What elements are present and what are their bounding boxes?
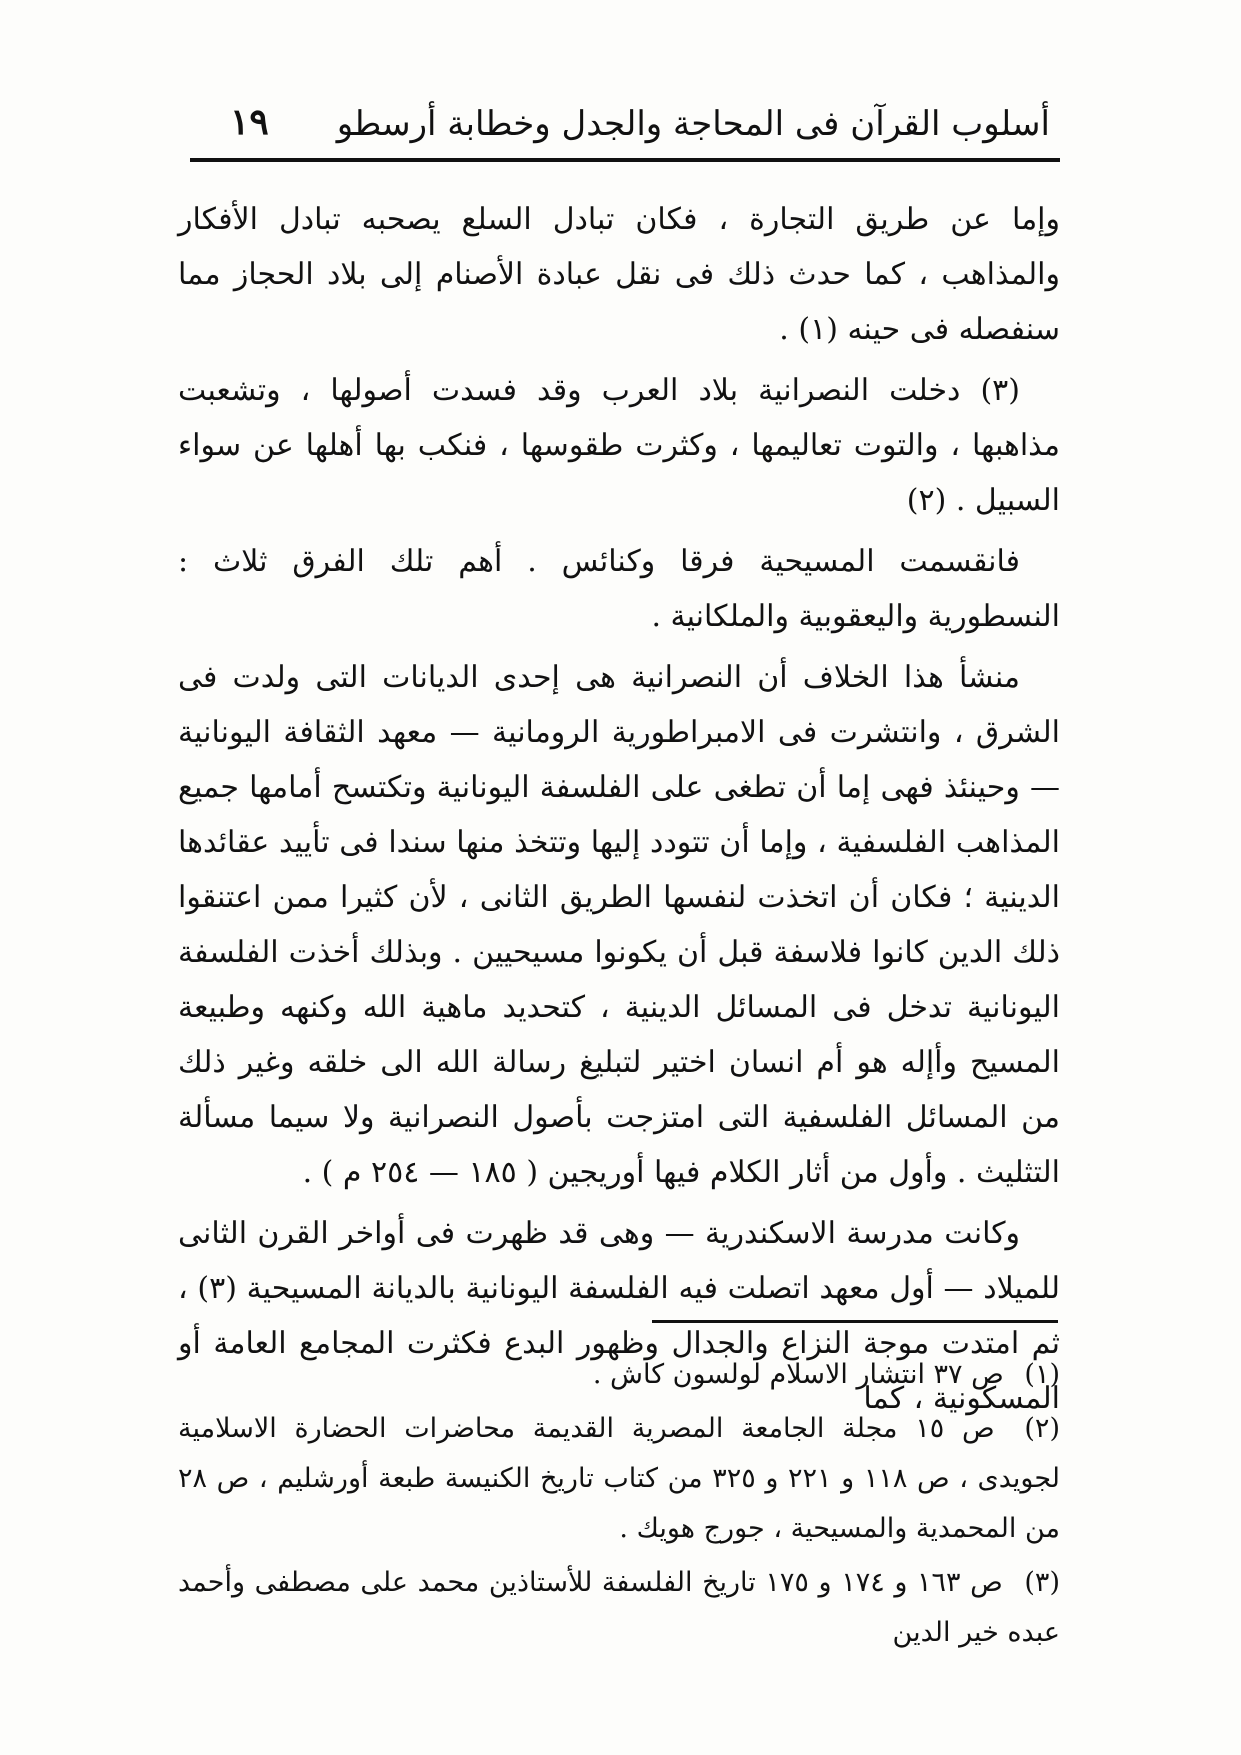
- footnote-number: (٣): [1024, 1567, 1060, 1598]
- footnote-text: ص ١٦٣ و ١٧٤ و ١٧٥ تاريخ الفلسفة للأستاذين محمد على مصطفى وأحمد عبده خير الدين: [178, 1567, 1060, 1648]
- paragraph-4: منشأ هذا الخلاف أن النصرانية هى إحدى الديانات التى ولدت فى الشرق ، وانتشرت فى الامبراطورية الرومانية — معهد الثقافة اليونانية — وحينئذ فهى إما أن تطغى على الفلسفة اليونانية وتكتسح أمامها جميع المذاهب الفلسفية ، وإما أن تتودد إليها وتتخذ منها سندا فى تأييد عقائدها الدينية ؛ فكان أن اتخذت لنفسها الطريق الثانى ، لأن كثيرا ممن اعتنقوا ذلك الدين كانوا فلاسفة قبل أن يكونوا مسيحيين . وبذلك أخذت الفلسفة اليونانية تدخل فى المسائل الدينية ، كتحديد ماهية الله وكنهه وطبيعة المسيح وأإله هو أم انسان اختير لتبليغ رسالة الله الى خلقه وغير ذلك من المسائل الفلسفية التى امتزجت بأصول النصرانية ولا سيما مسألة التثليث . وأول من أثار الكلام فيها أوريجين ( ١٨٥ — ٢٥٤ م ) .: [178, 660, 1060, 1190]
- body-text: [178, 192, 1060, 1432]
- footnote-text: ص ١٥ مجلة الجامعة المصرية القديمة محاضرات الحضارة الاسلامية لجويدى ، ص ١١٨ و ٢٢١ و ٣٢٥ من كتاب تاريخ الكنيسة طبعة أورشليم ، ص ٢٨ من المحمدية والمسيحية ، جورج هويك .: [178, 1413, 1060, 1544]
- footnote-1: [178, 1350, 1060, 1400]
- paragraph-1: وإما عن طريق التجارة ، فكان تبادل السلع يصحبه تبادل الأفكار والمذاهب ، كما حدث ذلك فى نقل عبادة الأصنام إلى بلاد الحجاز مما سنفصله فى حينه (١) .: [178, 202, 1060, 347]
- footnotes: [178, 1350, 1060, 1662]
- footnote-number: (٢): [1024, 1413, 1060, 1444]
- running-title: أسلوب القرآن فى المحاجة والجدل وخطابة أرسطو: [336, 104, 1050, 144]
- footnote-3: [178, 1558, 1060, 1658]
- footnote-2: [178, 1404, 1060, 1554]
- footnote-number: (١): [1024, 1359, 1060, 1390]
- paragraph-5: وكانت مدرسة الاسكندرية — وهى قد ظهرت فى أواخر القرن الثانى للميلاد — أول معهد اتصلت فيه الفلسفة اليونانية بالديانة المسيحية (٣) ، ثم امتدت موجة النزاع والجدال وظهور البدع فكثرت المجامع العامة أو المسكونية ، كما: [178, 1216, 1060, 1416]
- footnote-rule: [652, 1320, 1058, 1323]
- paragraph-3: فانقسمت المسيحية فرقا وكنائس . أهم تلك الفرق ثلاث : النسطورية واليعقوبية والملكانية .: [178, 544, 1060, 634]
- paragraph-2: (٣) دخلت النصرانية بلاد العرب وقد فسدت أصولها ، وتشعبت مذاهبها ، والتوت تعاليمها ، وكثرت طقوسها ، فنكب بها أهلها عن سواء السبيل . (٢): [178, 373, 1060, 518]
- header-rule: [190, 158, 1060, 162]
- page-header: [190, 96, 1060, 156]
- page-number: ١٩: [230, 101, 269, 143]
- footnote-text: ص ٣٧ انتشار الاسلام لولسون كاش .: [592, 1359, 1004, 1390]
